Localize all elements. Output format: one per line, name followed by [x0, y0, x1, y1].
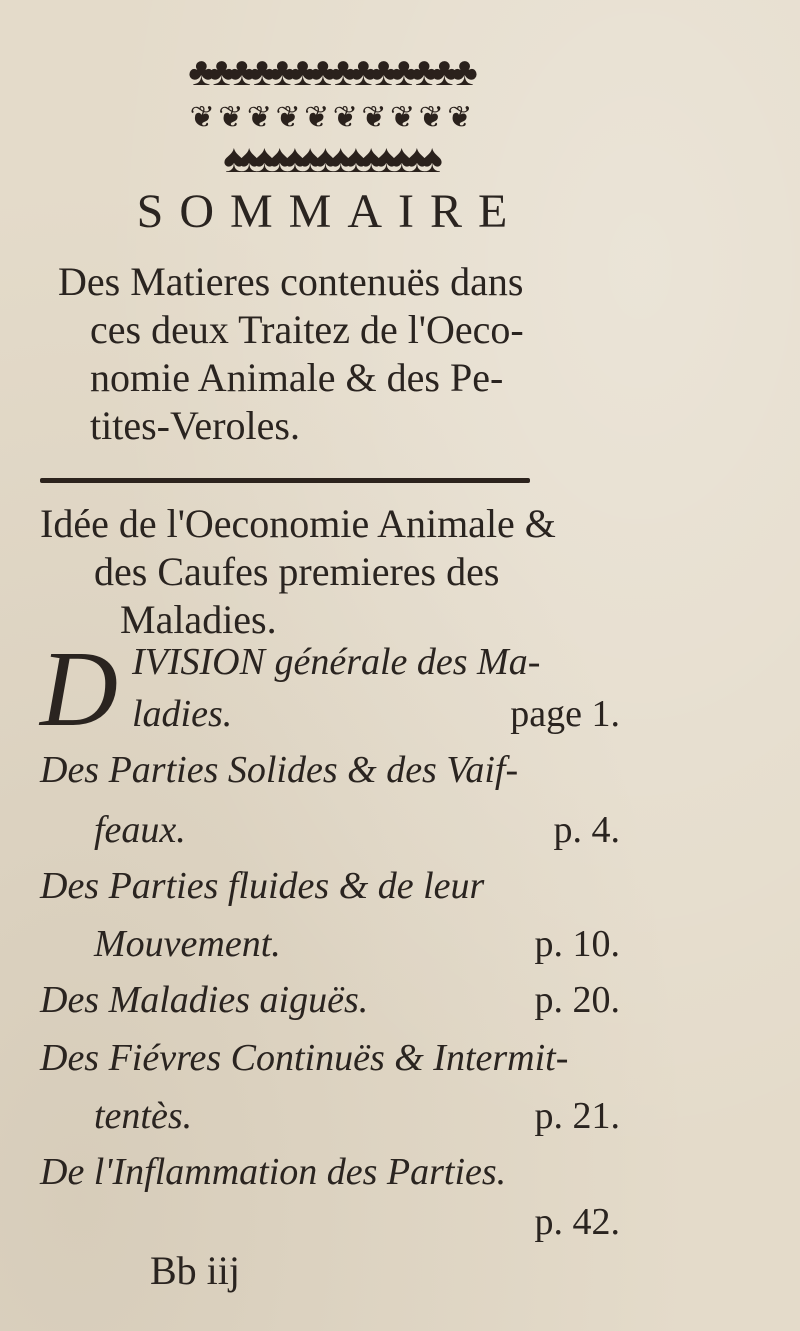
signature-mark: Bb iij: [150, 1248, 241, 1293]
list-item: [40, 1094, 620, 1140]
list-item: [40, 808, 620, 854]
entry-page: p. 4.: [553, 809, 620, 851]
entry-text: IVISION générale des Ma-: [132, 641, 541, 683]
list-item: [40, 640, 620, 686]
section-heading-line: Idée de l'Oeconomie Animale &: [40, 501, 556, 546]
entry-text: Mouvement.: [94, 923, 281, 965]
entry-page: p. 10.: [534, 923, 620, 965]
ornament-row-middle: ❦ ❦ ❦ ❦ ❦ ❦ ❦ ❦ ❦ ❦: [189, 101, 471, 134]
ornament-row-bottom: ♠♠♠♠♠♠♠♠♠♠♠♠♠♠: [223, 136, 437, 181]
entry-page: p. 42.: [534, 1201, 620, 1243]
subtitle: [58, 258, 618, 450]
entry-text: Des Maladies aiguës.: [40, 979, 369, 1021]
subtitle-line: ces deux Traitez de l'Oeco-: [90, 307, 524, 352]
subtitle-line: nomie Animale & des Pe-: [90, 355, 504, 400]
section-heading: [40, 500, 620, 644]
section-heading-line: Maladies.: [120, 597, 277, 642]
list-item: [40, 748, 620, 794]
entry-page: p. 21.: [534, 1095, 620, 1137]
entry-text: Des Fiévres Continuës & Intermit-: [40, 1037, 569, 1079]
list-item: [40, 978, 620, 1024]
subtitle-line: Des Matieres contenuës dans: [58, 259, 524, 304]
drop-cap: D: [40, 630, 118, 749]
page-title: SOMMAIRE: [136, 185, 524, 238]
list-item: [40, 864, 620, 910]
entry-text: tentès.: [94, 1095, 193, 1137]
entry-text: ladies.: [132, 693, 233, 735]
list-item: [40, 922, 620, 968]
entry-text: Des Parties Solides & des Vaif-: [40, 749, 519, 791]
list-item: [40, 1036, 620, 1082]
subtitle-line: tites-Veroles.: [90, 403, 300, 448]
list-item: [40, 1150, 620, 1196]
entry-page: page 1.: [510, 693, 620, 735]
entry-page: p. 20.: [534, 979, 620, 1021]
entry-text: De l'Inflammation des Parties.: [40, 1151, 507, 1193]
entry-text: Des Parties fluides & de leur: [40, 865, 485, 907]
section-heading-line: des Caufes premieres des: [94, 549, 500, 594]
list-item: [40, 1200, 620, 1246]
list-item: [40, 692, 620, 738]
entry-text: feaux.: [94, 809, 186, 851]
divider-rule: [40, 478, 530, 483]
ornament-row-top: ♣♣♣♣♣♣♣♣♣♣♣♣♣♣: [188, 49, 472, 94]
